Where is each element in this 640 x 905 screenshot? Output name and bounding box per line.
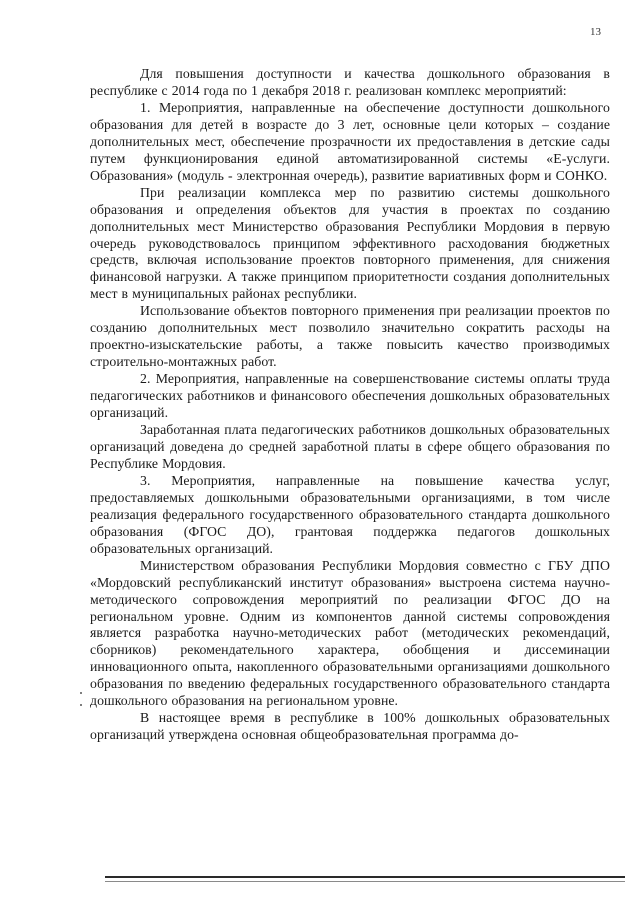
- paragraph-implementation: При реализации комплекса мер по развитию системы дошкольного образования и определения объектов для участия в проектах по созданию дополнительных мест Министерство образования Республики Мордовия в первую очередь руководствовалось принципом эффективного расходования бюджетных средств, включая использование проектов повторного применения, для снижения финансовой нагрузки. А также принципом приоритетности создания дополнительных мест в муниципальных районах республики.: [90, 184, 610, 302]
- paragraph-current-state: В настоящее время в республике в 100% дошкольных образовательных организаций утверждена основная общеобразовательная программа до-: [90, 710, 610, 743]
- page-number: 13: [590, 26, 601, 38]
- document-body: [90, 66, 610, 744]
- scan-speck: [80, 692, 82, 694]
- paragraph-reuse-projects: Использование объектов повторного применения при реализации проектов по созданию дополнительных мест позволило значительно сократить расходы на проектно-изыскательские работы, а также повысить качество производимых строительно-монтажных работ.: [90, 303, 610, 370]
- paragraph-measure-3: 3. Мероприятия, направленные на повышение качества услуг, предоставляемых дошкольными образовательными организациями, в том числе реализация федерального государственного образовательного стандарта дошкольного образования (ФГОС ДО), грантовая поддержка педагогов дошкольных образовательных организаций.: [90, 472, 610, 556]
- paragraph-intro: Для повышения доступности и качества дошкольного образования в республике с 2014 года по 1 декабря 2018 г. реализован комплекс мероприятий:: [90, 66, 610, 98]
- paragraph-measure-1: 1. Мероприятия, направленные на обеспечение доступности дошкольного образования для детей в возрасте до 3 лет, основные цели которых – создание дополнительных мест, обеспечение прозрачности их предоставления в детские сады путем функционирования единой автоматизированной системы «Е-услуги. Образования» (модуль - электронная очередь), развитие вариативных форм и СОНКО.: [90, 99, 610, 183]
- footer-rule: [105, 876, 625, 878]
- scan-speck: [80, 704, 82, 706]
- paragraph-methodical-support: Министерством образования Республики Мордовия совместно с ГБУ ДПО «Мордовский республиканский институт образования» выстроена система научно-методического сопровождения мероприятий по реализации ФГОС ДО на региональном уровне. Одним из компонентов данной системы сопровождения является разработка научно-методических работ (методических рекомендаций, сборников) рекомендательного характера, обобщения и диссеминации инновационного опыта, накопленного образовательными организациями дошкольного образования по введению федеральных государственного образовательного стандарта дошкольного образования на региональном уровне.: [90, 557, 610, 709]
- paragraph-measure-2: 2. Мероприятия, направленные на совершенствование системы оплаты труда педагогических работников и финансового обеспечения дошкольных образовательных организаций.: [90, 371, 610, 421]
- paragraph-salary: Заработанная плата педагогических работников дошкольных образовательных организаций доведена до средней заработной платы в сфере общего образования по Республике Мордовия.: [90, 422, 610, 471]
